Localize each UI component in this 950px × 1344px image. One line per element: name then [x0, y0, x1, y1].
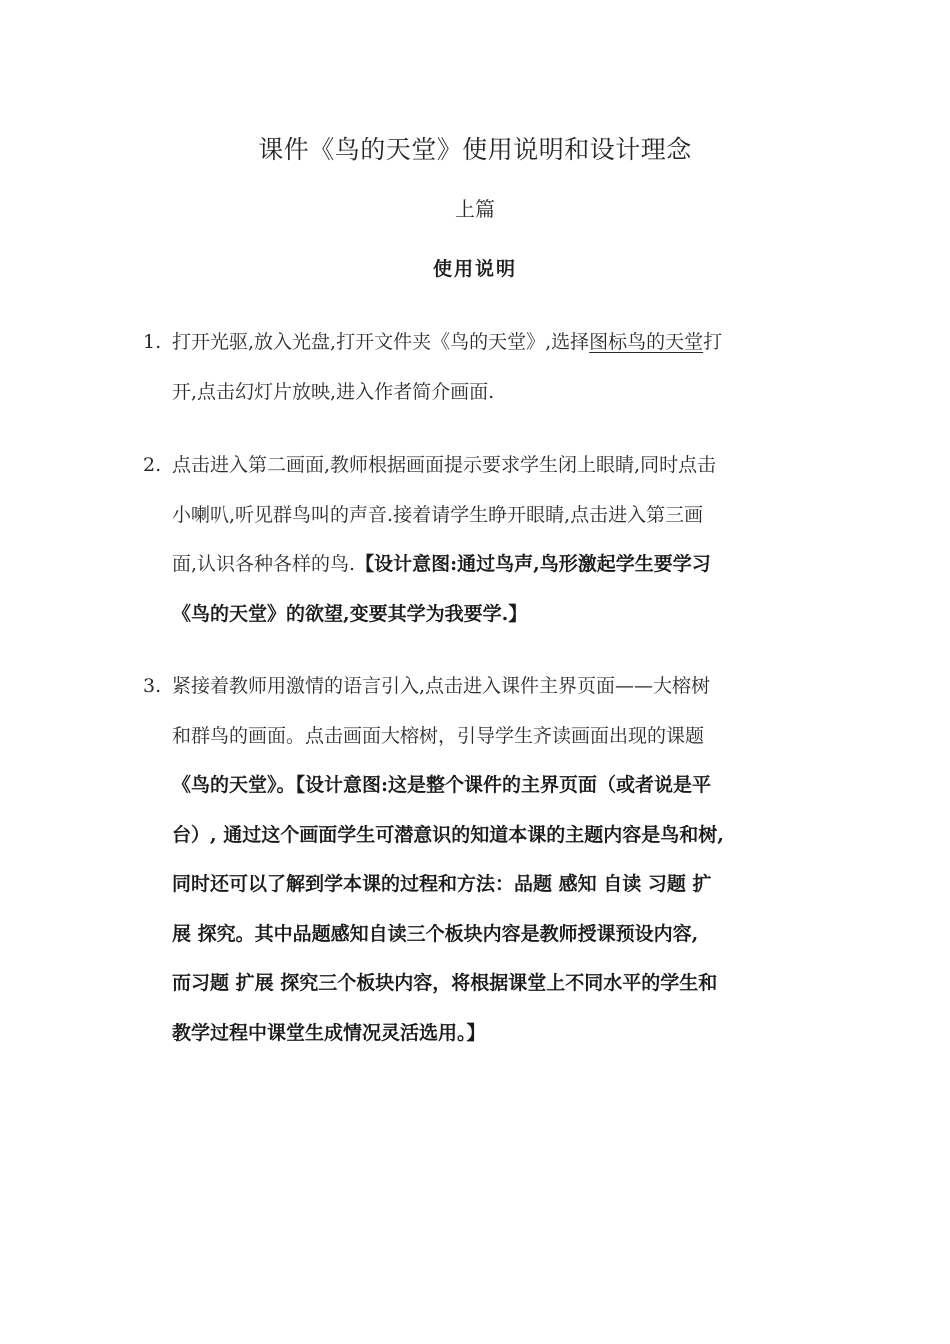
icon-name-link: 图标鸟的天堂 [589, 331, 704, 353]
item-text: 打开光驱,放入光盘,打开文件夹《鸟的天堂》,选择 [172, 331, 590, 353]
item-line: 小喇叭,听见群鸟叫的声音.接着请学生睁开眼睛,点击进入第三画 [172, 503, 704, 526]
item-line: 点击进入第二画面,教师根据画面提示要求学生闭上眼睛,同时点击 [172, 454, 717, 476]
design-intent-text: 展 探究。其中品题感知自读三个板块内容是教师授课预设内容, [172, 922, 699, 945]
item-line: 和群鸟的画面。点击画面大榕树，引导学生齐读画面出现的课题 [172, 724, 705, 747]
section-heading: 使用说明 [432, 258, 517, 280]
instruction-item-1 [143, 318, 823, 417]
item-line: 紧接着教师用激情的语言引入,点击进入课件主界页面——大榕树 [172, 675, 711, 697]
document-title: 课件《鸟的天堂》使用说明和设计理念 [258, 135, 692, 164]
design-intent-text: 同时还可以了解到学本课的过程和方法：品题 感知 自读 习题 扩 [172, 873, 712, 895]
design-intent-text: 而习题 扩展 探究三个板块内容，将根据课堂上不同水平的学生和 [172, 972, 718, 994]
item-text: 打 [703, 331, 723, 353]
design-intent-text: 台）, 通过这个画面学生可潜意识的知道本课的主题内容是鸟和树, [172, 823, 724, 846]
design-intent-text: 【设计意图:通过鸟声,鸟形激起学生要学习 [355, 553, 711, 575]
design-intent-text: 《鸟的天堂》的欲望,变要其学为我要学.】 [172, 602, 528, 625]
design-intent-text: 《鸟的天堂》。【设计意图:这是整个课件的主界页面（或者说是平 [172, 774, 712, 796]
item-number: 1. [143, 331, 162, 353]
item-line: 开,点击幻灯片放映,进入作者简介画面. [172, 380, 495, 403]
item-line [143, 540, 823, 590]
instruction-item-2 [143, 441, 823, 639]
item-text: 面,认识各种各样的鸟. [172, 553, 356, 575]
item-number: 2. [143, 454, 162, 476]
instruction-item-3 [143, 662, 823, 1058]
document-subtitle: 上篇 [455, 197, 495, 221]
item-number: 3. [143, 675, 162, 697]
item-line [143, 318, 823, 368]
design-intent-text: 教学过程中课堂生成情况灵活选用。】 [172, 1021, 486, 1044]
